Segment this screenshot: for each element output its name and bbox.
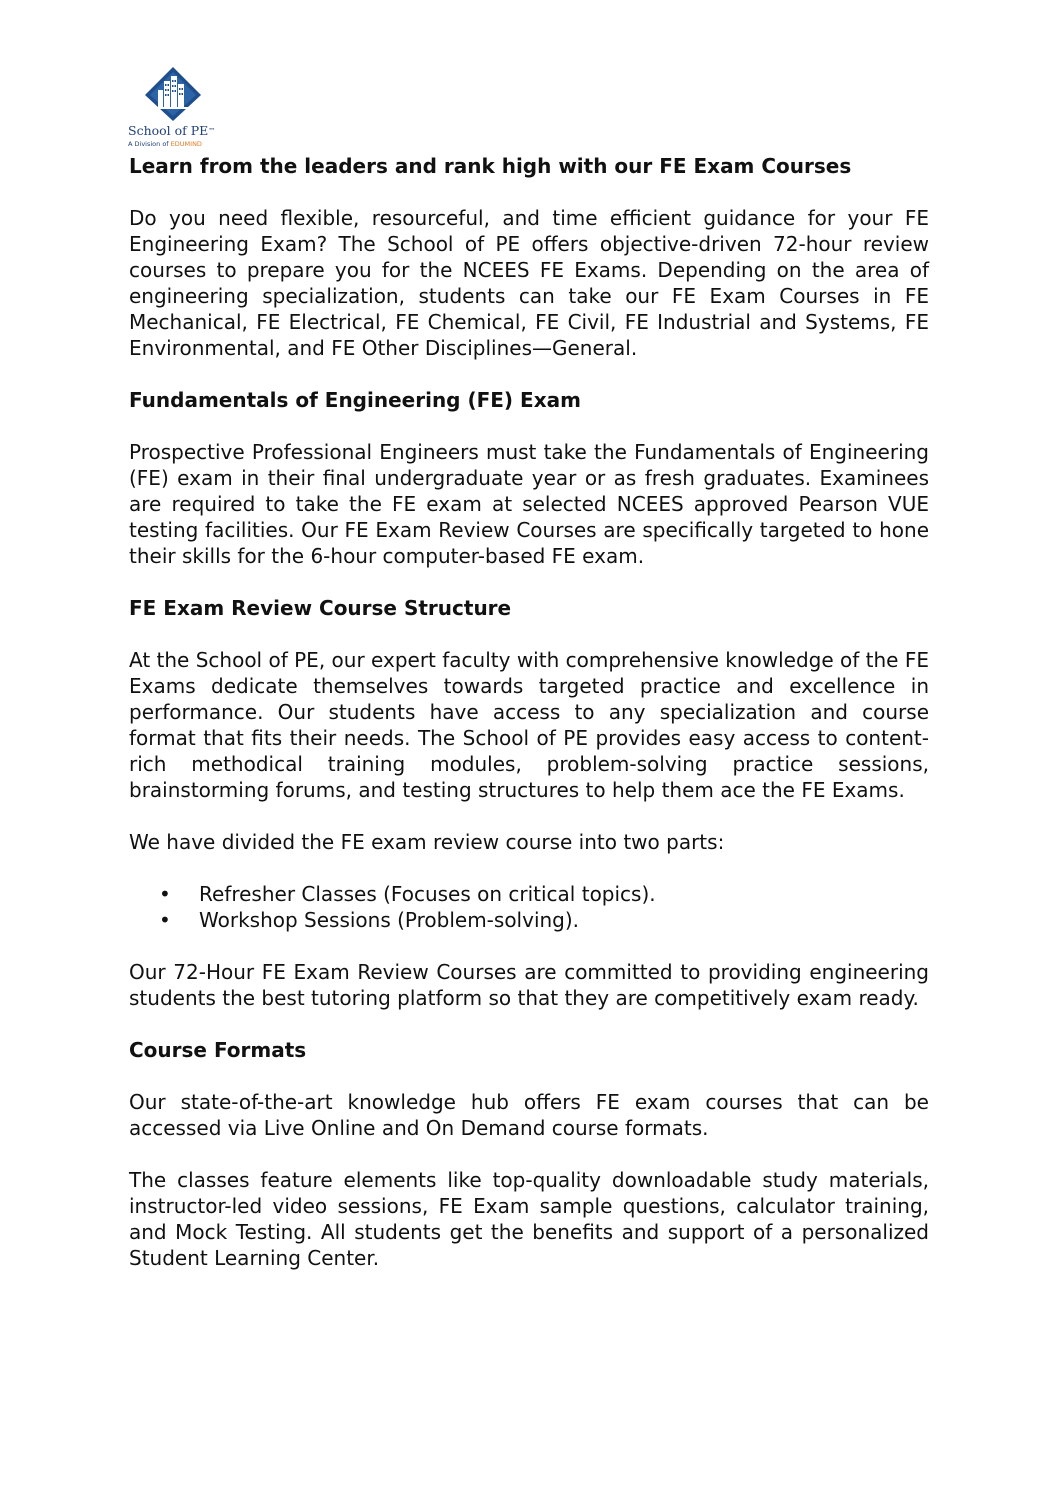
list-item xyxy=(159,881,929,907)
logo-trademark: ™ xyxy=(208,127,216,135)
list-item-text: Refresher Classes (Focuses on critical topics). xyxy=(199,882,656,906)
page-title: Learn from the leaders and rank high with our FE Exam Courses xyxy=(129,154,852,178)
section-heading-course-formats: Course Formats xyxy=(129,1038,307,1062)
section-heading-course-structure: FE Exam Review Course Structure xyxy=(129,596,512,620)
section-paragraph-72-hour: Our 72-Hour FE Exam Review Courses are committed to providing engineering students the best tutoring platform so that they are competitively exam ready. xyxy=(129,960,929,1010)
building-diamond-logo-icon xyxy=(144,66,202,122)
document-body xyxy=(129,153,929,1271)
logo-tagline-brand: EDUMIND xyxy=(170,140,202,148)
section-paragraph-two-parts: We have divided the FE exam review course into two parts: xyxy=(129,830,725,854)
section-paragraph-classes: The classes feature elements like top-quality downloadable study materials, instructor-led video sessions, FE Exam sample questions, calculator training, and Mock Testing. All students get the benefits and support of a personalized Student Learning Center. xyxy=(129,1168,929,1270)
bullet-icon: • xyxy=(159,882,171,906)
school-of-pe-logo xyxy=(128,66,238,150)
course-parts-list xyxy=(129,881,929,933)
bullet-icon: • xyxy=(159,908,171,932)
logo-name-text: School of PE xyxy=(128,123,209,138)
section-heading-fe-exam: Fundamentals of Engineering (FE) Exam xyxy=(129,388,581,412)
section-paragraph-formats: Our state-of-the-art knowledge hub offers FE exam courses that can be accessed via Live Online and On Demand course formats. xyxy=(129,1090,929,1140)
logo-tagline xyxy=(128,140,202,148)
section-paragraph-fe-exam: Prospective Professional Engineers must take the Fundamentals of Engineering (FE) exam in their final undergraduate year or as fresh graduates. Examinees are required to take the FE exam at selected NCEES approved Pearson VUE testing facilities. Our FE Exam Review Courses are specifically targeted to hone their skills for the 6-hour computer-based FE exam. xyxy=(129,440,929,568)
intro-paragraph: Do you need flexible, resourceful, and time efficient guidance for your FE Engineering Exam? The School of PE offers objective-driven 72-hour review courses to prepare you for the NCEES FE Exams. Depending on the area of engineering specialization, students can take our FE Exam Courses in FE Mechanical, FE Electrical, FE Chemical, FE Civil, FE Industrial and Systems, FE Environmental, and FE Other Disciplines—General. xyxy=(129,206,929,360)
section-paragraph-course-structure: At the School of PE, our expert faculty with comprehensive knowledge of the FE Exams dedicate themselves towards targeted practice and excellence in performance. Our students have access to any specialization and course format that fits their needs. The School of PE provides easy access to content-rich methodical training modules, problem-solving practice sessions, brainstorming forums, and testing structures to help them ace the FE Exams. xyxy=(129,648,929,802)
logo-tagline-prefix: A Division of xyxy=(128,140,171,148)
logo-name xyxy=(128,124,215,138)
list-item xyxy=(159,907,929,933)
list-item-text: Workshop Sessions (Problem-solving). xyxy=(199,908,580,932)
